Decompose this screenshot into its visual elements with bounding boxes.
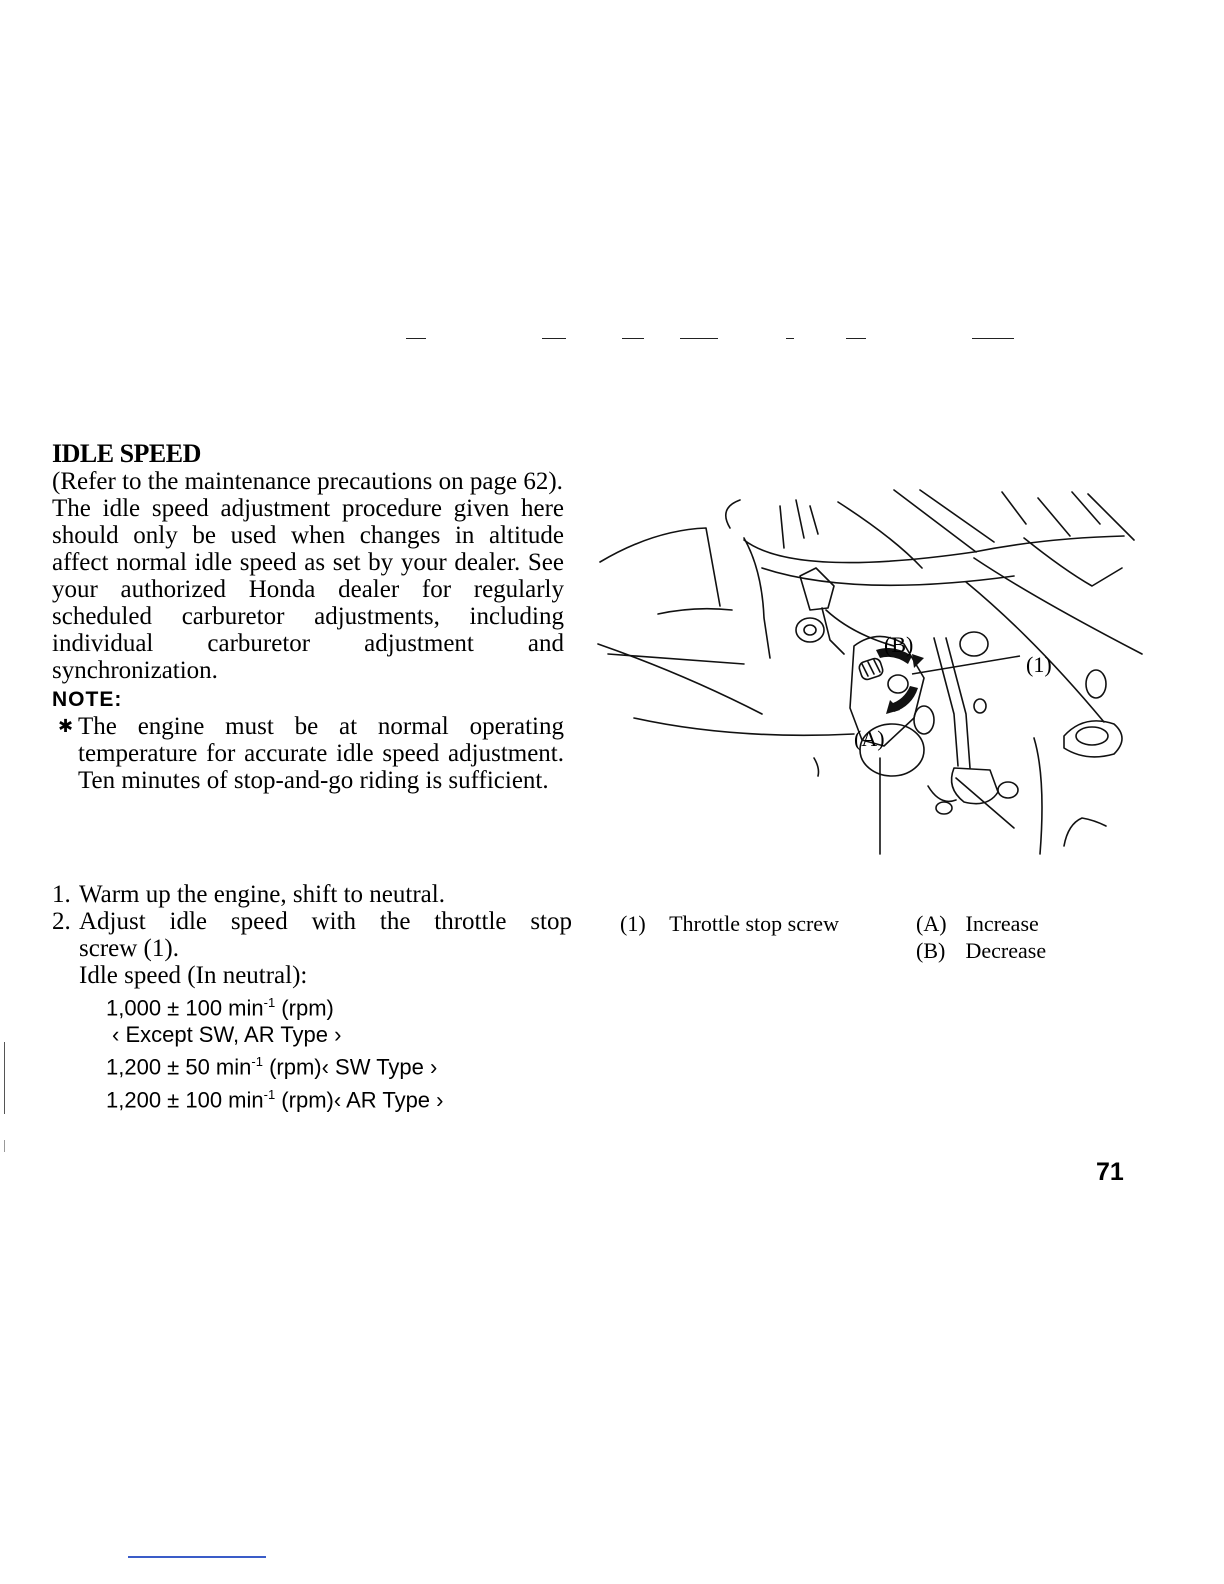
page-number: 71 bbox=[1096, 1158, 1124, 1186]
step-text: Warm up the engine, shift to neutral. bbox=[79, 881, 445, 908]
caption-text: Increase bbox=[965, 911, 1039, 936]
bullet-asterisk-icon: ✱ bbox=[58, 716, 74, 736]
bottom-link-underline bbox=[128, 1556, 266, 1558]
note-bullet bbox=[52, 713, 564, 794]
section-title: IDLE SPEED bbox=[52, 439, 201, 468]
throttle-stop-screw-illustration bbox=[594, 478, 1154, 862]
header-dash-rule bbox=[400, 338, 1020, 342]
spec-line: ‹ Except SW, AR Type › bbox=[112, 1022, 342, 1048]
intro-description: The idle speed adjustment procedure given here should only be used when changes in altitude affect normal idle speed as set by your dealer. See your authorized Honda dealer for regularly scheduled carburetor adjustments, including individual carburetor adjustment and synchronization. bbox=[52, 495, 564, 684]
caption-key: (B) bbox=[916, 938, 946, 963]
step-text-continued: screw (1). bbox=[79, 935, 179, 962]
spec-label: Idle speed (In neutral): bbox=[79, 962, 308, 989]
step-2 bbox=[52, 908, 572, 962]
caption-text: Decrease bbox=[965, 938, 1047, 963]
callout-1-label: (1) bbox=[1026, 652, 1052, 677]
step-number: 1. bbox=[52, 881, 71, 908]
callout-a-label: (A) bbox=[854, 726, 885, 751]
caption-item bbox=[916, 937, 1046, 964]
spec-line: 1,200 ± 100 $\min^{-1}$ (rpm)‹ AR Type › bbox=[106, 1086, 444, 1112]
intro-reference: (Refer to the maintenance precautions on page 62). bbox=[52, 468, 563, 495]
step-text: Adjust idle speed with the throttle stop bbox=[79, 908, 572, 935]
figure-caption-left bbox=[620, 910, 839, 937]
callout-b-label: (B) bbox=[884, 632, 914, 657]
caption-key: (1) bbox=[620, 911, 646, 936]
caption-text: Throttle stop screw bbox=[669, 911, 839, 936]
caption-key: (A) bbox=[916, 911, 947, 936]
idle-speed-spec-list bbox=[106, 989, 572, 1113]
margin-tick bbox=[4, 1140, 5, 1152]
caption-item bbox=[620, 910, 839, 937]
spec-line: 1,000 ± 100 $\min^{-1} (rpm)$ bbox=[106, 995, 334, 1021]
idle-speed-section bbox=[52, 440, 564, 794]
procedure-steps bbox=[52, 881, 572, 1113]
step-number: 2. bbox=[52, 908, 71, 935]
note-label: NOTE: bbox=[52, 688, 123, 711]
spec-line: 1,200 ± 50 $\min^{-1}$ (rpm)‹ SW Type › bbox=[106, 1054, 438, 1080]
caption-item bbox=[916, 910, 1046, 937]
figure-caption-right bbox=[916, 910, 1046, 964]
step-1 bbox=[52, 881, 572, 908]
note-bullet-text: The engine must be at normal operating temperature for accurate idle speed adjustment. Ten minutes of stop-and-go riding is sufficient. bbox=[78, 713, 564, 794]
margin-rule bbox=[4, 1042, 5, 1114]
